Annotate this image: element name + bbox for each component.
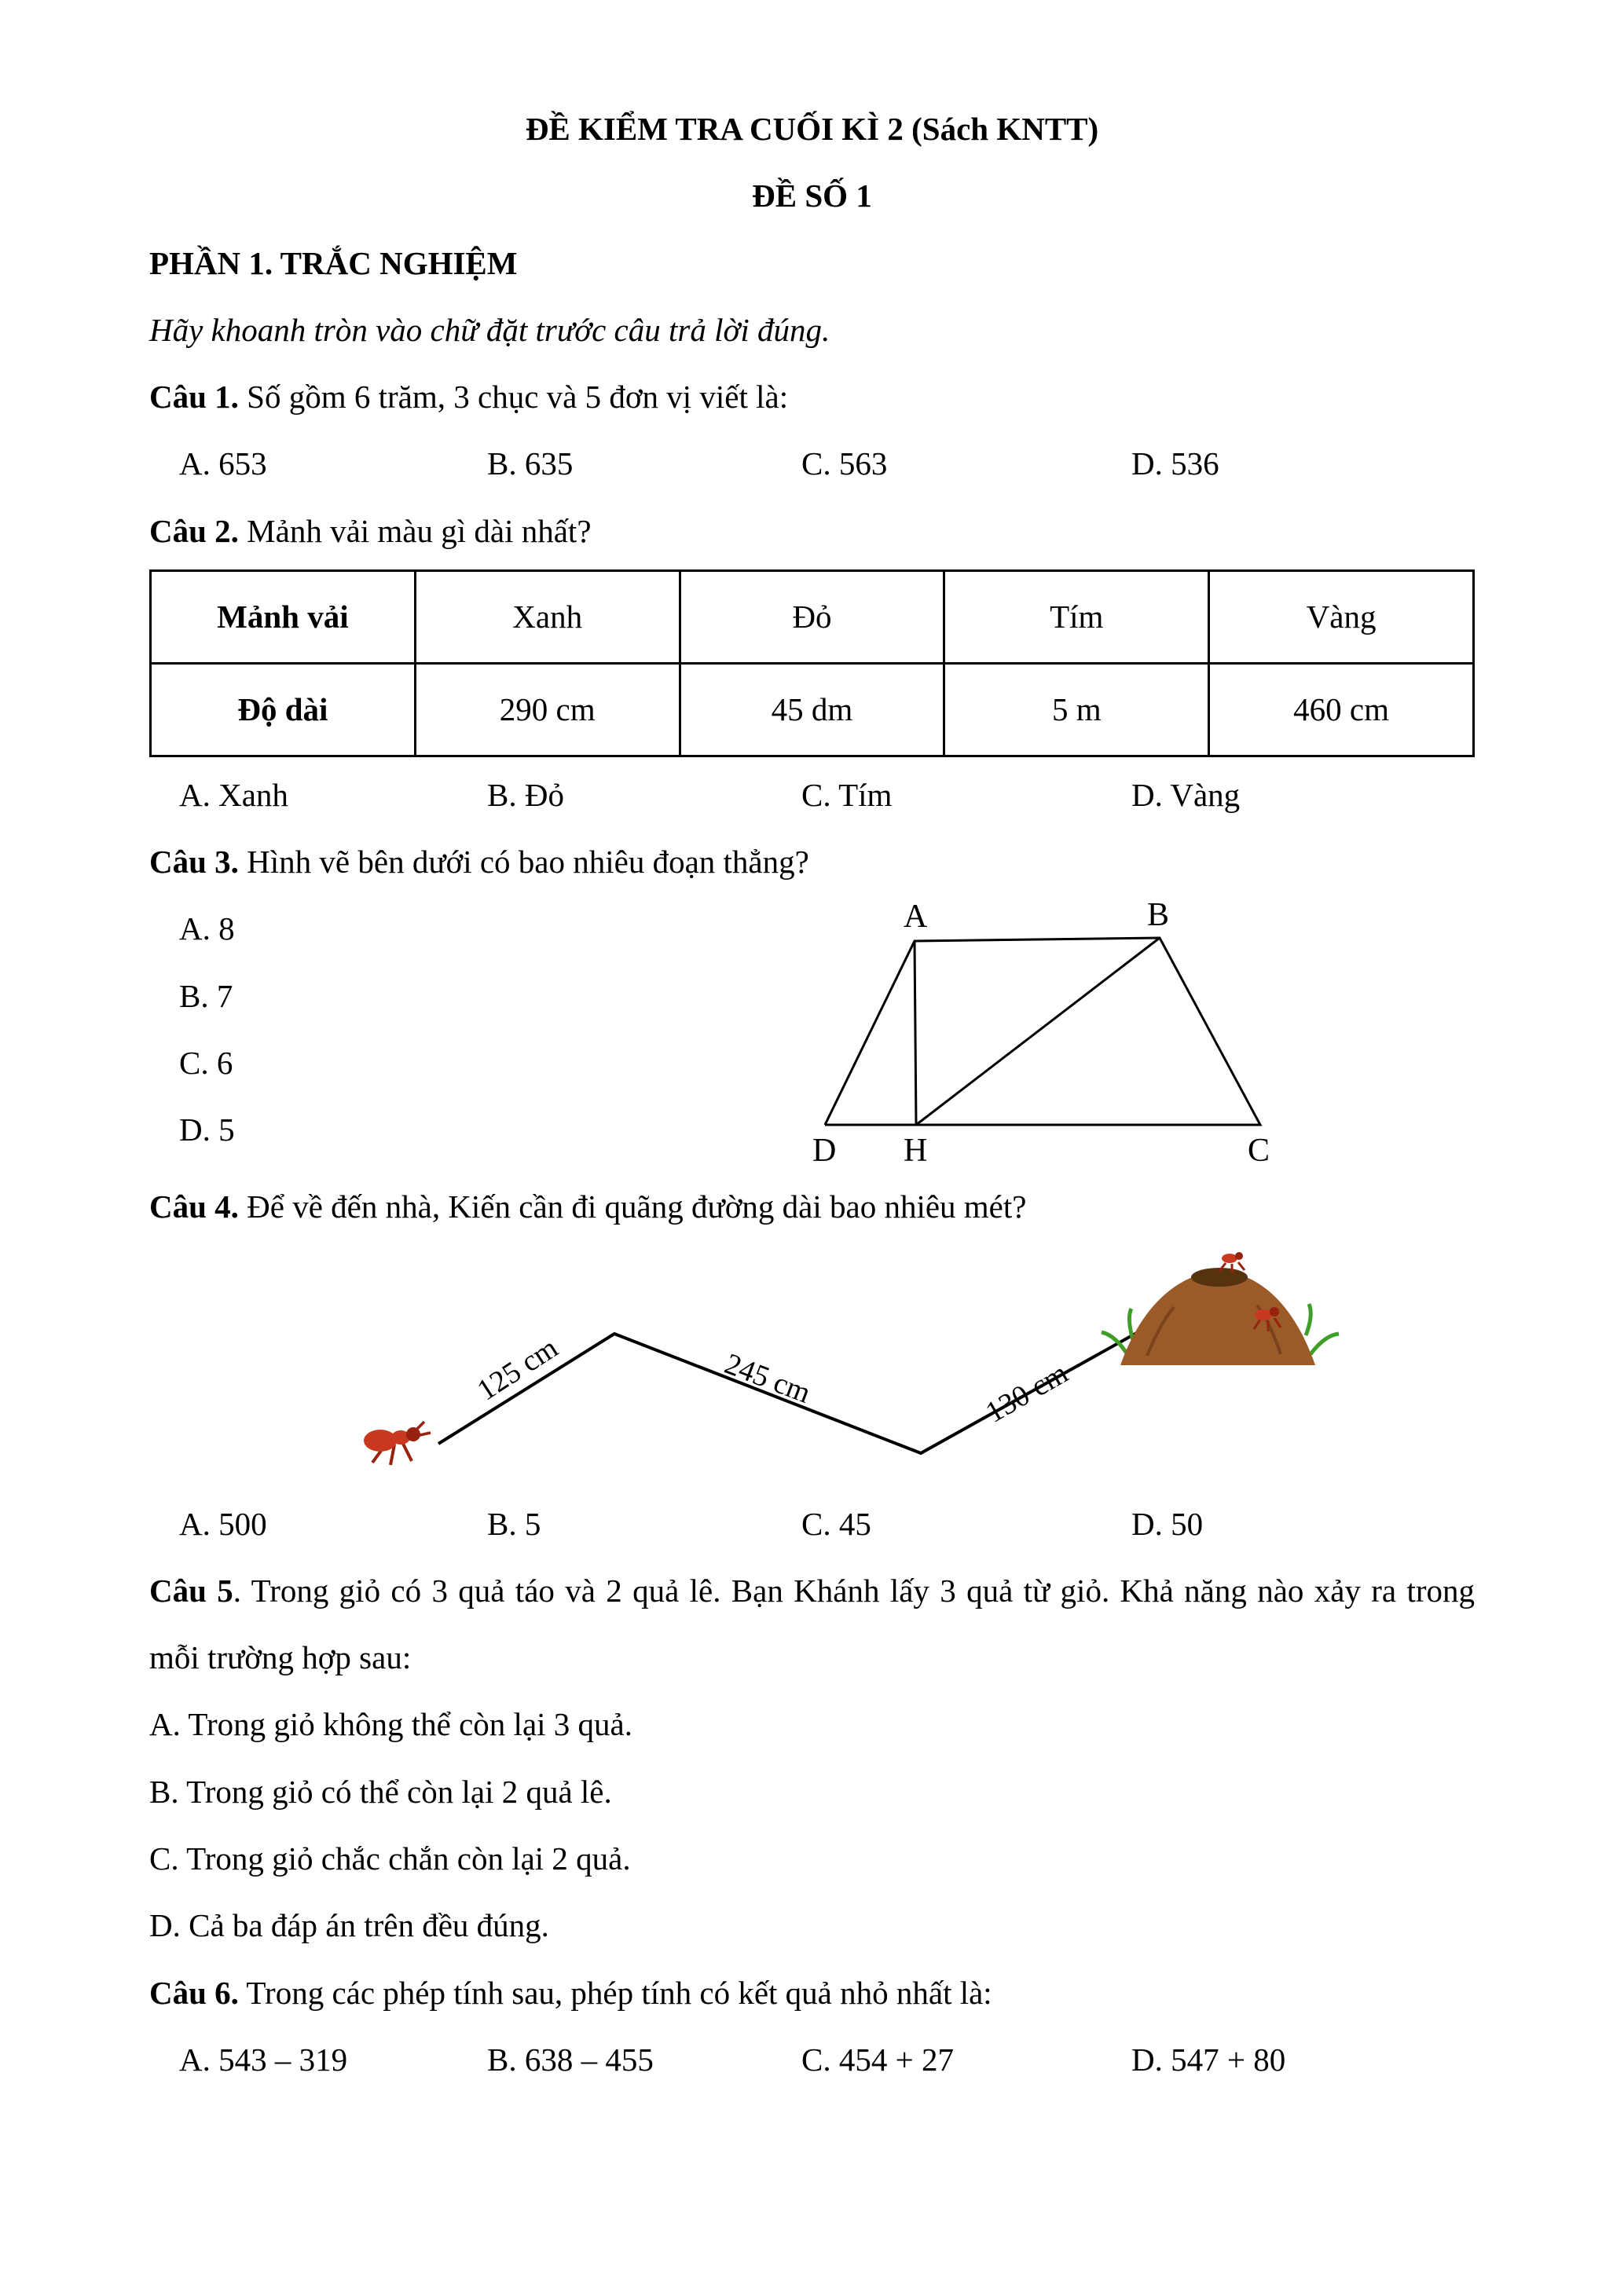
q1-option-d: D. 536 [1131,445,1219,482]
q3-figure-segment-AH [915,941,916,1125]
q2-label: Câu 2. [149,512,239,549]
q5-option-b: B. Trong giỏ có thể còn lại 2 quả lê. [149,1773,612,1810]
q3-option-d: D. 5 [179,1111,235,1148]
q2-table-cell: Tím [944,570,1209,663]
q2-table [149,569,1475,757]
q6-options [149,2027,1475,2093]
q4-option-c: C. 45 [801,1505,871,1542]
q1-body: Số gồm 6 trăm, 3 chục và 5 đơn vị viết là: [238,379,789,416]
q6-option-a: A. 543 – 319 [179,2041,348,2078]
q3-body: Hình vẽ bên dưới có bao nhiêu đoạn thẳng? [238,844,809,881]
segment-label-125: 125 cm [471,1331,564,1408]
q3-figure-outline [825,938,1260,1125]
q2-table-cell: Độ dài [151,663,416,756]
vertex-label-C: C [1248,1133,1270,1170]
q5-body: . Trong giỏ có 3 quả táo và 2 quả lê. Bạn Khánh lấy 3 quả từ giỏ. Khả năng nào xảy ra trong mỗi trường hợp sau: [149,1572,1475,1676]
q3-geometry-figure [811,899,1290,1174]
q3-text [149,829,1475,895]
q1-option-c: C. 563 [801,445,888,482]
q2-option-b: B. Đỏ [487,776,564,813]
q2-text [149,498,1475,565]
q2-table-cell: Mảnh vải [151,570,416,663]
ant-icon [364,1422,431,1465]
q6-option-d: D. 547 + 80 [1131,2041,1286,2078]
q2-table-cell: 460 cm [1209,663,1474,756]
q5-text [149,1558,1475,1692]
q2-table-cell: Đỏ [680,570,944,663]
q2-table-cell: 45 dm [680,663,944,756]
q1-option-a: A. 653 [179,445,267,482]
q6-label: Câu 6. [149,1974,239,2011]
q6-text [149,1960,1475,2027]
vertex-label-A: A [904,899,928,936]
doc-subtitle: ĐỀ SỐ 1 [752,178,872,214]
q2-table-data-row [151,663,1474,756]
q4-options [149,1491,1475,1558]
q5-option-d: D. Cả ba đáp án trên đều đúng. [149,1907,549,1944]
q2-option-d: D. Vàng [1131,776,1241,813]
q4-text [149,1174,1475,1240]
q3-option-b: B. 7 [179,977,233,1014]
q3-figure-segment-HB [916,938,1160,1125]
vertex-label-B: B [1147,899,1170,934]
segment-label-245: 245 cm [720,1346,816,1410]
q2-table-header-row [151,570,1474,663]
segment-label-130: 130 cm [980,1356,1074,1430]
q6-body: Trong các phép tính sau, phép tính có kết quả nhỏ nhất là: [238,1974,992,2011]
q4-option-d: D. 50 [1131,1505,1204,1542]
q4-label: Câu 4. [149,1188,239,1225]
q5-label: Câu 5 [149,1572,233,1609]
q6-option-c: C. 454 + 27 [801,2041,954,2078]
part1-heading: PHẦN 1. TRẮC NGHIỆM [149,244,518,281]
q2-option-a: A. Xanh [179,776,288,813]
q6-option-b: B. 638 – 455 [487,2041,654,2078]
q1-options [149,430,1475,497]
q4-figure-wrap [149,1241,1475,1491]
q5-option-a: A. Trong giỏ không thể còn lại 3 quả. [149,1706,632,1743]
q2-table-cell: 290 cm [415,663,680,756]
q4-option-b: B. 5 [487,1505,541,1542]
q2-table-cell: Vàng [1209,570,1474,663]
q4-option-a: A. 500 [179,1505,267,1542]
q4-path-figure [149,1246,1422,1489]
q5-option-c: C. Trong giỏ chắc chắn còn lại 2 quả. [149,1840,631,1877]
q2-body: Mảnh vải màu gì dài nhất? [238,512,592,549]
q3-label: Câu 3. [149,844,239,881]
anthill-illustration [1102,1252,1339,1365]
part1-instruction: Hãy khoanh tròn vào chữ đặt trước câu trả lời đúng. [149,311,830,348]
q1-label: Câu 1. [149,379,239,416]
q3-option-c: C. 6 [179,1044,233,1081]
q2-option-c: C. Tím [801,776,893,813]
q2-table-cell: 5 m [944,663,1209,756]
q3-option-a: A. 8 [179,910,235,947]
q4-body: Để về đến nhà, Kiến cần đi quãng đường dài bao nhiêu mét? [238,1188,1027,1225]
vertex-label-D: D [812,1133,837,1170]
q3-options [149,895,811,1163]
q3-block [149,895,1475,1174]
q1-text [149,364,1475,430]
vertex-label-H: H [904,1133,928,1170]
q1-option-b: B. 635 [487,445,574,482]
doc-title: ĐỀ KIỂM TRA CUỐI KÌ 2 (Sách KNTT) [525,111,1099,147]
q2-options [149,762,1475,829]
q2-table-cell: Xanh [415,570,680,663]
